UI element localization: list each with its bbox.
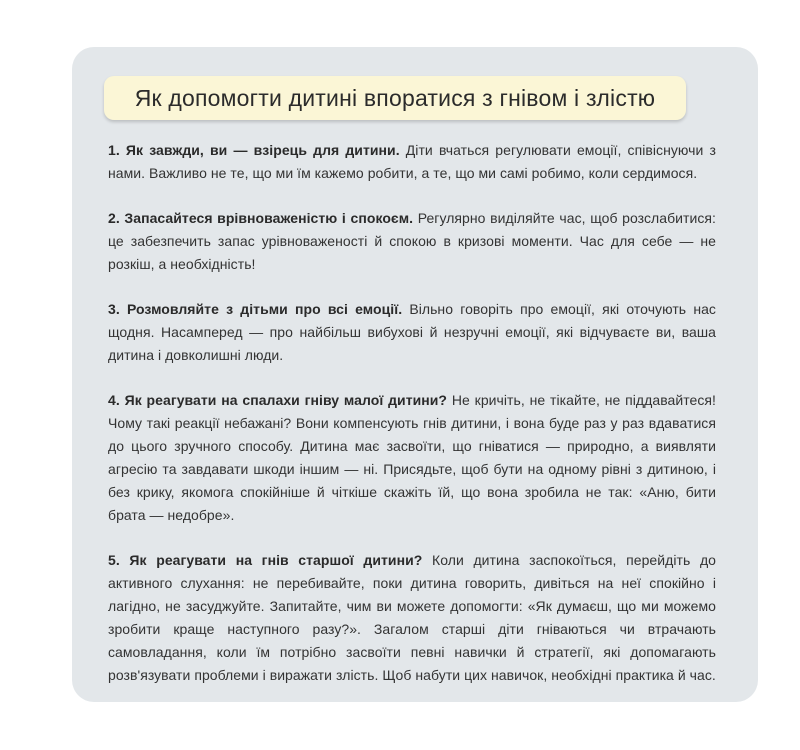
paragraph-body: Вільно говоріть про емоції, які оточують нас щодня. Насамперед — про найбільш вибухові й незручні емоції, які відчуваєте ви, ваша дитина і довколишні люди. [108, 301, 716, 363]
title-banner [104, 76, 686, 120]
paragraph-1 [108, 139, 716, 185]
paragraph-2 [108, 207, 716, 276]
paragraph-lead: 1. Як завжди, ви — взірець для дитини. [108, 142, 400, 158]
paragraph-4 [108, 389, 716, 527]
paragraph-body: Діти вчаться регулювати емоції, співіснуючи з нами. Важливо не те, що ми їм кажемо робити, а те, що ми самі робимо, коли сердимося. [108, 142, 716, 181]
paragraph-body: Не кричіть, не тікайте, не піддавайтеся! Чому такі реакції небажані? Вони компенсують гнів дитини, і вона буде раз у раз вдаватися до цього зручного способу. Дитина має засвоїти, що гніватися — природно, а виявляти агресію та завдавати шкоди іншим — ні. Присядьте, щоб бути на одному рівні з дитиною, і без крику, якомога спокійніше й чіткіше скажіть їй, що вона зробила не так: «Аню, бити брата — недобре». [108, 392, 716, 523]
paragraph-lead: 2. Запасайтеся врівноваженістю і спокоєм. [108, 210, 414, 226]
paragraph-5 [108, 549, 716, 687]
content-card [72, 47, 758, 702]
paragraph-lead: 5. Як реагувати на гнів старшої дитини? [108, 552, 423, 568]
paragraph-body: Коли дитина заспокоїться, перейдіть до активного слухання: не перебивайте, поки дитина говорить, дивіться на неї спокійно і лагідно, не засуджуйте. Запитайте, чим ви можете допомогти: «Як думаєш, що ми можемо зробити краще наступного разу?». Загалом старші діти гніваються чи втрачають самовладання, коли їм потрібно засвоїти певні навички й стратегії, які допомагають розв'язувати проблеми і виражати злість. Щоб набути цих навичок, необхідні практика й час. [108, 552, 716, 683]
page-title: Як допомогти дитині впоратися з гнівом і злістю [134, 84, 656, 111]
paragraph-lead: 4. Як реагувати на спалахи гніву малої дитини? [108, 392, 448, 408]
paragraph-body: Регулярно виділяйте час, щоб розслабитися: це забезпечить запас урівноваженості й спокою в кризові моменти. Час для себе — не розкіш, а необхідність! [108, 210, 716, 272]
paragraph-lead: 3. Розмовляйте з дітьми про всі емоції. [108, 301, 403, 317]
paragraph-3 [108, 298, 716, 367]
paragraph-list [108, 139, 716, 709]
